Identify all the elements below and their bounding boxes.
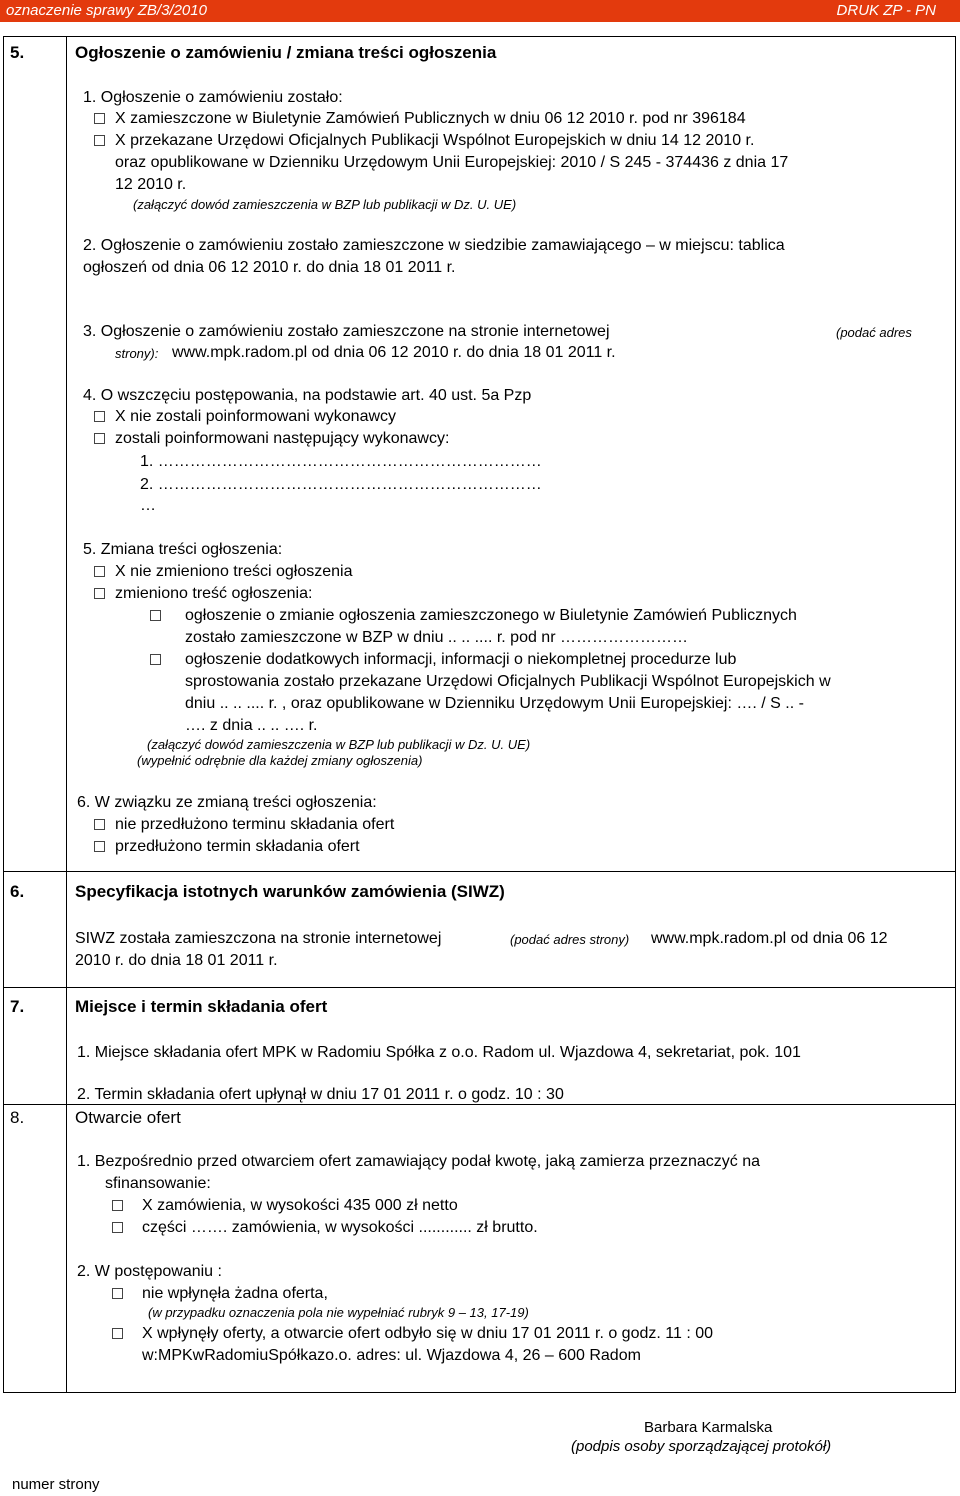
s5-p3-line1-note: (podać adres (836, 325, 912, 340)
s8-p1-opt1: X zamówienia, w wysokości 435 000 zł netto (142, 1197, 458, 1214)
s5-p5-sub2-d: …. z dnia .. .. …. r. (185, 717, 318, 734)
s5-p4-list-3: … (140, 497, 156, 514)
checkbox-not-extended[interactable] (94, 819, 105, 830)
checkbox-part-order[interactable] (112, 1222, 123, 1233)
section-7-title: Miejsce i termin składania ofert (75, 997, 328, 1016)
header-bar (0, 0, 960, 22)
section-8-title: Otwarcie ofert (75, 1108, 181, 1127)
s7-item1: 1. Miejsce składania ofert MPK w Radomiu Spółka z o.o. Radom ul. Wjazdowa 4, sekretariat, pok. 101 (77, 1044, 801, 1061)
s5-p4-list-1: 1. ……………………………………………………………… (140, 453, 542, 470)
s6-line1-a: SIWZ została zamieszczona na stronie internetowej (75, 930, 442, 947)
s5-p4-opt1: X nie zostali poinformowani wykonawcy (115, 408, 397, 425)
section-5-title: Ogłoszenie o zamówieniu / zmiana treści ogłoszenia (75, 43, 497, 62)
section-8-number: 8. (10, 1108, 25, 1127)
page-number-label: numer strony (12, 1476, 100, 1493)
s5-p5-opt2: zmieniono treść ogłoszenia: (115, 585, 313, 602)
s5-p5-note1: (załączyć dowód zamieszczenia w BZP lub publikacji w Dz. U. UE) (147, 737, 531, 752)
s6-line2: 2010 r. do dnia 18 01 2011 r. (75, 952, 278, 969)
s5-p5-opt1: X nie zmieniono treści ogłoszenia (115, 563, 353, 580)
s8-p1-line2: sfinansowanie: (105, 1175, 211, 1192)
checkbox-ue[interactable] (94, 135, 105, 146)
checkbox-informed[interactable] (94, 433, 105, 444)
s8-p2-opt1: nie wpłynęła żadna oferta, (142, 1285, 328, 1302)
section-6-title: Specyfikacja istotnych warunków zamówienia (SIWZ) (75, 882, 505, 901)
s8-p2-head: 2. W postępowaniu : (77, 1263, 222, 1280)
s5-p6-opt2: przedłużono termin składania ofert (115, 838, 360, 855)
signature-caption: (podpis osoby sporządzającej protokół) (571, 1438, 832, 1455)
s7-item2: 2. Termin składania ofert upłynął w dniu 17 01 2011 r. o godz. 10 : 30 (77, 1086, 564, 1103)
s5-p5-head: 5. Zmiana treści ogłoszenia: (83, 541, 283, 558)
s5-p1-opt2: X przekazane Urzędowi Oficjalnych Publikacji Wspólnot Europejskich w dniu 14 12 2010 r. (115, 132, 755, 149)
s5-p5-sub1-b: zostało zamieszczone w BZP w dniu .. .. .... r. pod nr …………………… (185, 629, 688, 646)
s5-p1-head: 1. Ogłoszenie o zamówieniu zostało: (83, 89, 343, 106)
case-number: oznaczenie sprawy ZB/3/2010 (6, 2, 207, 19)
s5-p5-note2: (wypełnić odrębnie dla każdej zmiany ogłoszenia) (137, 753, 423, 768)
s5-p6-opt1: nie przedłużono terminu składania ofert (115, 816, 395, 833)
checkbox-no-offers[interactable] (112, 1288, 123, 1299)
s6-line1-note: (podać adres strony) (510, 932, 630, 947)
s5-p2-line2: ogłoszeń od dnia 06 12 2010 r. do dnia 18 01 2011 r. (83, 259, 456, 276)
s5-p3-line2-note: strony): (115, 346, 159, 361)
s5-p4-list-2: 2. ……………………………………………………………… (140, 476, 542, 493)
s5-p5-sub2-b: sprostowania zostało przekazane Urzędowi Oficjalnych Publikacji Wspólnot Europejskich w (185, 673, 831, 690)
checkbox-whole-order[interactable] (112, 1200, 123, 1211)
checkbox-not-informed[interactable] (94, 411, 105, 422)
checkbox-change-bzp[interactable] (150, 610, 161, 621)
s5-p4-head: 4. O wszczęciu postępowania, na podstawie art. 40 ust. 5a Pzp (83, 387, 532, 404)
s5-p4-opt2: zostali poinformowani następujący wykonawcy: (115, 430, 450, 447)
form-code: DRUK ZP - PN (836, 2, 936, 19)
s5-p5-sub1-a: ogłoszenie o zmianie ogłoszenia zamieszczonego w Biuletynie Zamówień Publicznych (185, 607, 797, 624)
checkbox-extended[interactable] (94, 841, 105, 852)
signature-name: Barbara Karmalska (644, 1419, 773, 1436)
section-6-number: 6. (10, 882, 25, 901)
checkbox-not-changed[interactable] (94, 566, 105, 577)
s5-p2-line1: 2. Ogłoszenie o zamówieniu zostało zamieszczone w siedzibie zamawiającego – w miejscu: tablica (83, 237, 785, 254)
s5-p6-head: 6. W związku ze zmianą treści ogłoszenia: (77, 794, 377, 811)
s8-p2-note: (w przypadku oznaczenia pola nie wypełniać rubryk 9 – 13, 17-19) (148, 1305, 529, 1320)
checkbox-offers-received[interactable] (112, 1328, 123, 1339)
s5-p5-sub2-c: dniu .. .. .... r. , oraz opublikowane w Dzienniku Urzędowym Unii Europejskiej: …. / S .. - (185, 695, 804, 712)
checkbox-change-ue[interactable] (150, 654, 161, 665)
s8-p2-opt2-line2: w:MPKwRadomiuSpółkazo.o. adres: ul. Wjazdowa 4, 26 – 600 Radom (142, 1347, 641, 1364)
s8-p1-opt2: części ……. zamówienia, w wysokości ............ zł brutto. (142, 1219, 538, 1236)
s8-p2-opt2: X wpłynęły oferty, a otwarcie ofert odbyło się w dniu 17 01 2011 r. o godz. 11 : 00 (142, 1325, 713, 1342)
row-divider-7 (3, 987, 956, 988)
section-7-number: 7. (10, 997, 25, 1016)
s6-line1-b: www.mpk.radom.pl od dnia 06 12 (651, 930, 888, 947)
s8-p1-line1: 1. Bezpośrednio przed otwarciem ofert zamawiający podał kwotę, jaką zamierza przeznaczyć na (77, 1153, 760, 1170)
s5-p1-line3: oraz opublikowane w Dzienniku Urzędowym Unii Europejskiej: 2010 / S 245 - 374436 z dnia 17 (115, 154, 789, 171)
s5-p1-note: (załączyć dowód zamieszczenia w BZP lub publikacji w Dz. U. UE) (133, 197, 517, 212)
checkbox-bzp[interactable] (94, 113, 105, 124)
section-5-number: 5. (10, 43, 25, 62)
s5-p5-sub2-a: ogłoszenie dodatkowych informacji, informacji o niekompletnej procedurze lub (185, 651, 737, 668)
s5-p1-line4: 12 2010 r. (115, 176, 187, 193)
s5-p3-url-dates: www.mpk.radom.pl od dnia 06 12 2010 r. do dnia 18 01 2011 r. (172, 344, 616, 361)
row-divider-6 (3, 871, 956, 872)
table-column-divider (66, 36, 67, 1393)
s5-p3-line1: 3. Ogłoszenie o zamówieniu zostało zamieszczone na stronie internetowej (83, 323, 610, 340)
s5-p1-opt1: X zamieszczone w Biuletynie Zamówień Publicznych w dniu 06 12 2010 r. pod nr 396184 (115, 110, 746, 127)
checkbox-changed[interactable] (94, 588, 105, 599)
